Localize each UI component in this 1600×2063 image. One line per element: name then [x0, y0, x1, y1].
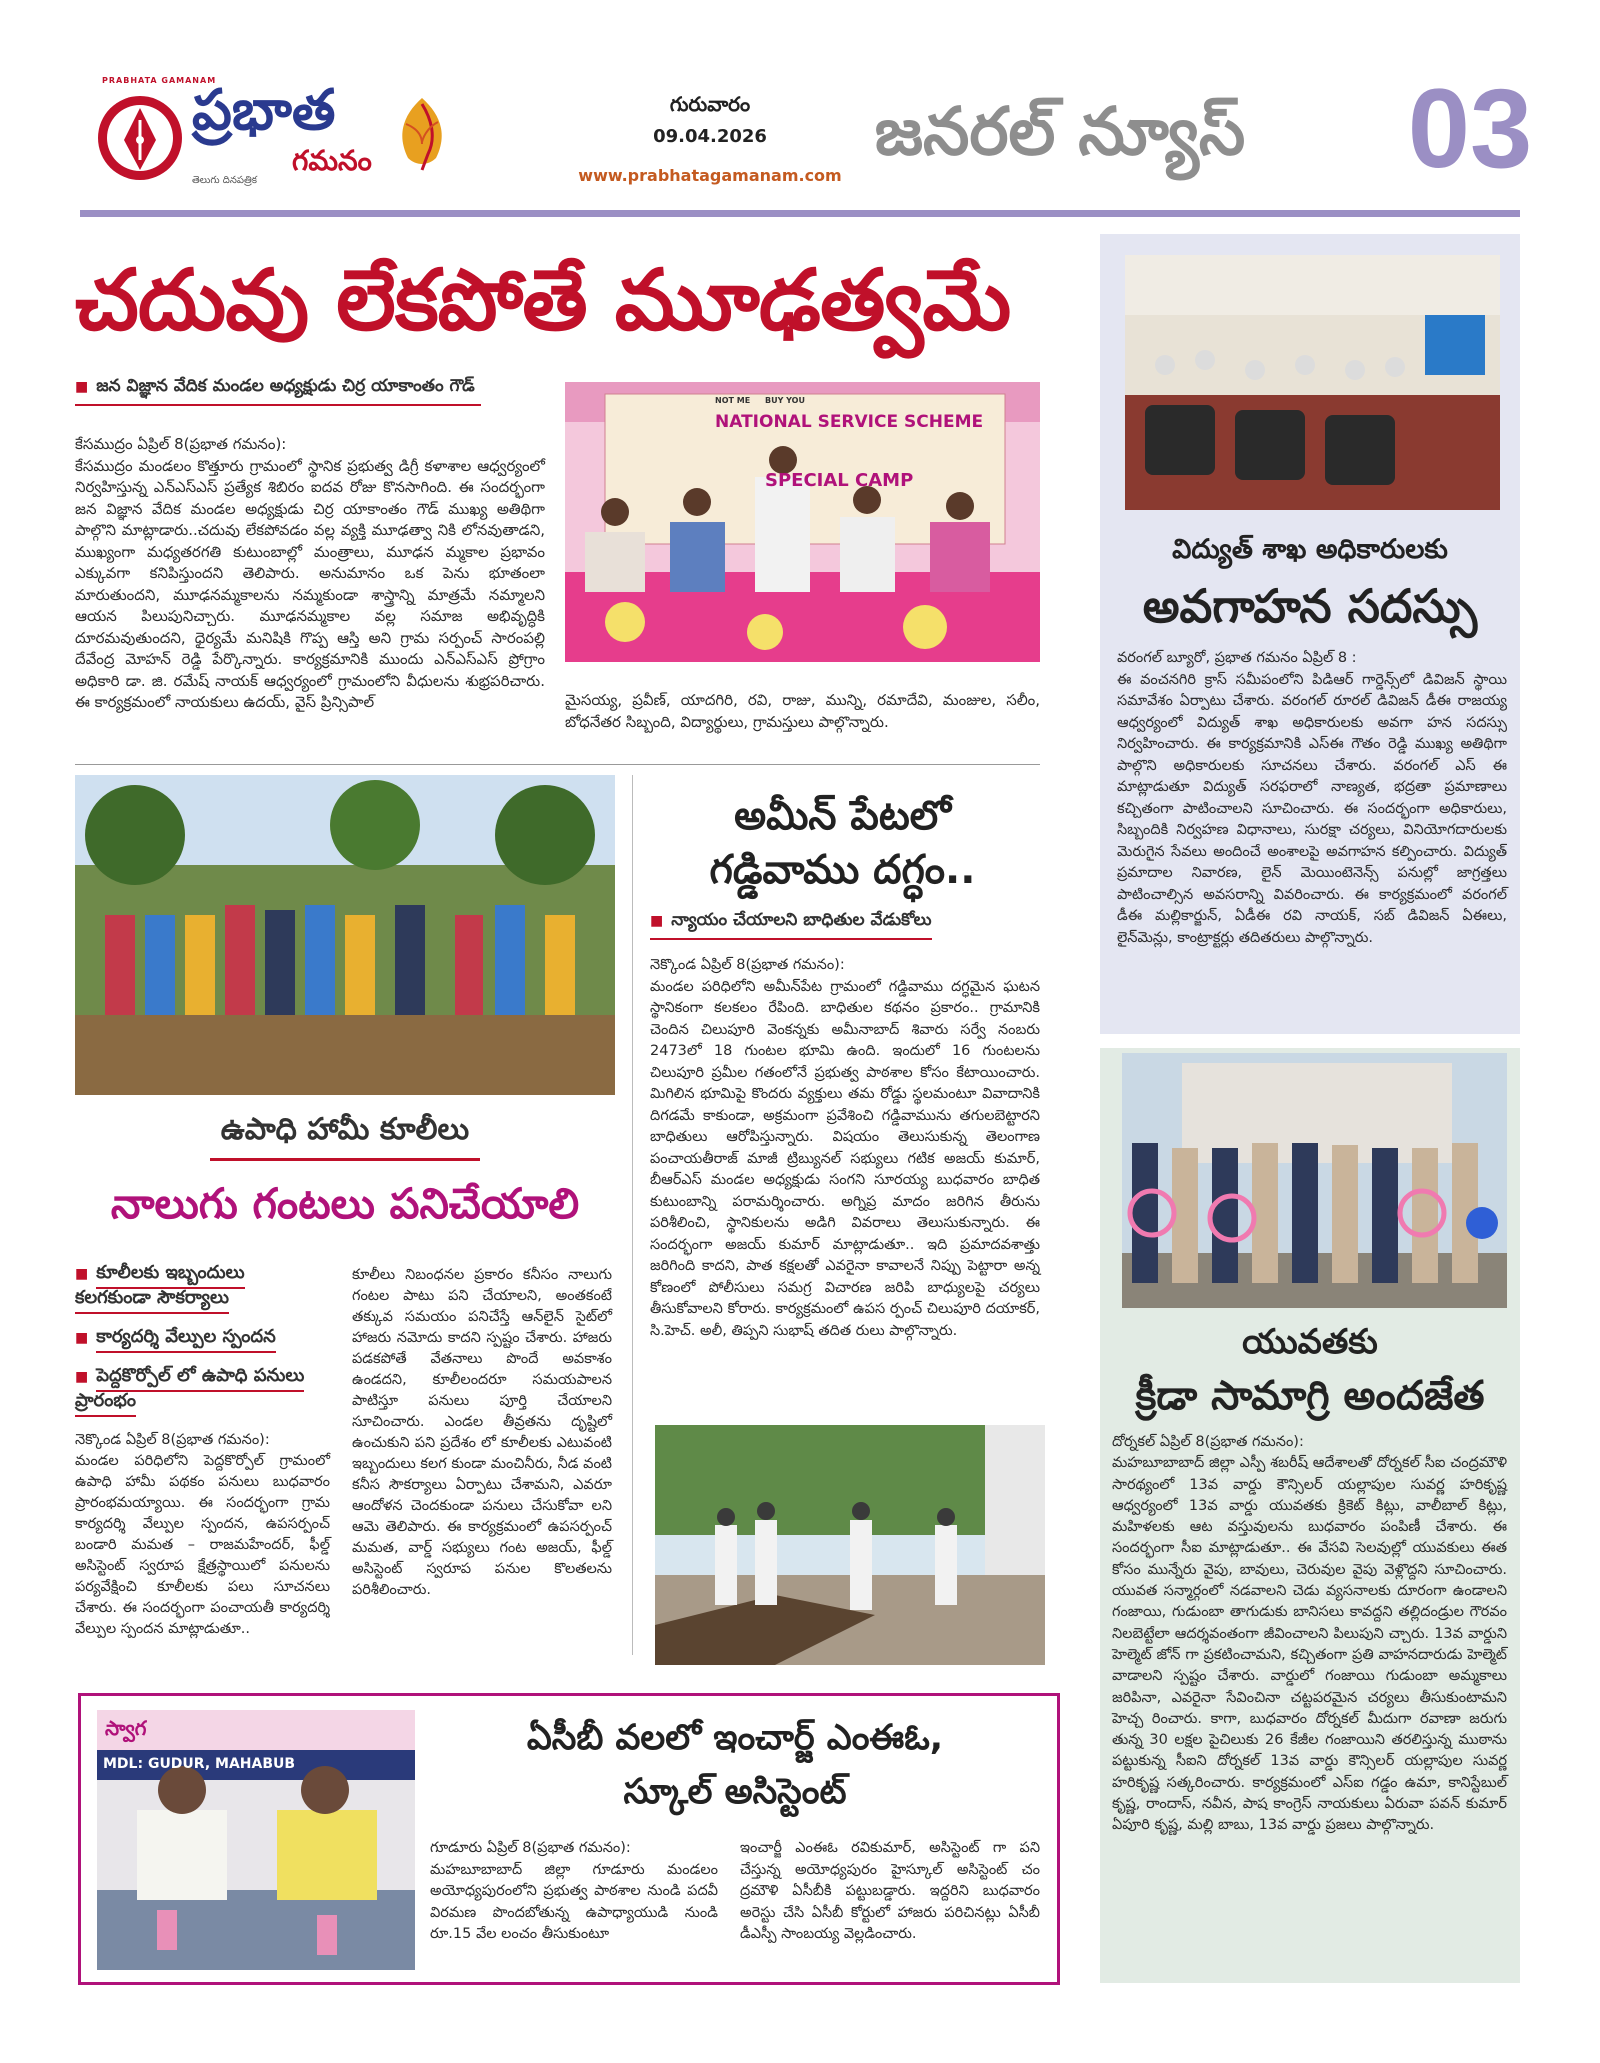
nrega-body-left: మండల పరిధిలోని పెద్దకొర్పోల్ గ్రామంలో ఉపాధి హామీ పథకం పనులు బుధవారం ప్రారంభమయ్యాయి. ఈ సందర్భంగా గ్రామ కార్యదర్శి వేల్పుల స్పందన, ఉపసర్పంచ్ బండారి మమత – రాజమహేందర్, ఫీల్డ్ అసిస్టెంట్ స్వరూప క్షేత్రస్థాయిలో పనులను పర్యవేక్షించి కూలీలకు పలు సూచనలు చేశారు. ఈ సందర్భంగా పంచాయతీ కార్యదర్శి వేల్పుల స్పందన మాట్లాడుతూ.. [75, 1453, 330, 1637]
main-story-text [75, 434, 545, 714]
brand-logo[interactable] [92, 76, 472, 192]
main-headline: చదువు లేకపోతే మూఢత్వమే [75, 251, 1011, 349]
brand-tagline: తెలుగు దినపత్రిక [192, 175, 258, 186]
website-link[interactable]: www.prabhatagamanam.com [578, 166, 842, 185]
bullet-square-icon: ■ [75, 1369, 89, 1385]
nss-camp-photo [565, 382, 1040, 662]
electricity-headline-1: విద్యుత్ శాఖ అధికారులకు [1172, 534, 1448, 565]
amin-subhead-text: న్యాయం చేయాలని బాధితుల వేడుకోలు [671, 910, 932, 930]
acb-officials-photo [97, 1710, 415, 1970]
issue-date: 09.04.2026 [653, 126, 767, 147]
nrega-text-right: కూలీలు నిబంధనల ప్రకారం కనీసం నాలుగు గంటల పాటు పని చేయాలని, అంతకంటే తక్కువ సమయం పనిచేస్తే ఆన్‌లైన్ సైట్‌లో హాజరు నమోదు కాదని స్పష్టం చేశారు. హాజరు పడకపోతే వేతనాలు పొందే అవకాశం ఉండదని, కూలీలందరూ సమయపాలన పాటిస్తూ పనులు పూర్తి చేయాలని సూచించారు. ఎండల తీవ్రతను దృష్టిలో ఉంచుకుని పని ప్రదేశం లో కూలీలకు ఎటువంటి ఇబ్బందులు కలగ కుండా మంచినీరు, నీడ వంటి కనీస సౌకర్యాలు ఏర్పాటు చేశామని, ఎవరూ ఆందోళన చెందకుండా పనులు చేసుకోవా లని ఆమె తెలిపారు. ఈ కార్యక్రమంలో ఉపసర్పంచ్ మమత, వార్డ్ సభ్యులు గంట అజయ్, ఫీల్డ్ అసిస్టెంట్ స్వరూప పనుల కొలతలను పరిశీలించారు. [352, 1267, 612, 1598]
main-dateline: కేసముద్రం ఏప్రిల్ 8(ప్రభాత గమనం): [75, 435, 287, 453]
youth-headline-2: క్రీడా సామాగ్రి అందజేత [1135, 1373, 1485, 1419]
nrega-workers-photo [75, 775, 615, 1095]
nrega-bullet-1 [75, 1262, 315, 1312]
nss-banner-subtitle: SPECIAL CAMP [765, 470, 914, 491]
nss-banner-small-2: BUY YOU [765, 396, 805, 405]
acb-banner-sub: MDL: GUDUR, MAHABUB [103, 1756, 296, 1772]
youth-body: మహబూబాబాద్ జిల్లా ఎస్పీ శబరీష్ ఆదేశాలతో దోర్నకల్ సీఐ చంద్రమౌళి సారథ్యంలో 13వ వార్డు కౌన్సిలర్ యల్లాపుల సువర్ణ హరికృష్ణ ఆధ్వర్యంలో 13వ వార్డు యువతకు క్రికెట్ కిట్లు, వాలీబాల్ కిట్లు, మహిళలకు ఆట వస్తువులను బుధవారం పంపిణీ చేశారు. ఈ సందర్భంగా సీఐ మాట్లాడుతూ.. ఈ వేసవి సెలవుల్లో యువకులు ఈత కోసం మున్నేరు వైపు, బావులు, చెరువుల వైపు వెళ్లొద్దని సూచించారు. యువత సన్మార్గంలో నడవాలని చెడు వ్యసనాలకు దూరంగా ఉండాలని గంజాయి, గుడుంబా తాగుడుకు బానిసలు కావద్దని తల్లిదండ్రుల గౌరవం నిలబెట్టేలా ఆదర్శవంతంగా జీవించాలని పిలుపుని చ్చారు. 13వ వార్డుని హెల్మెట్ జోన్ గా ప్రకటించామని, కచ్చితంగా ప్రతి వాహనదారుడు హెల్మెట్ వాడాలని స్పష్టం చేశారు. వార్డులో గంజాయి గుడుంబా అమ్మకాలు జరిపినా, ఎవరైనా సేవించినా చట్టపరమైన చర్యలు తీసుకుంటామని హెచ్చ రించారు. కాగా, బుధవారం దోర్నకల్ మీదుగా రవాణా జరుగు తున్న 30 లక్షల పైచిలుకు 26 కేజీల గంజాయిని తరలిస్తున్న ముఠాను పట్టుకున్న సీఐని దోర్నకల్ 13వ వార్డు కౌన్సిలర్ యల్లాపుల సువర్ణ హరికృష్ణ సత్కరించారు. కార్యక్రమంలో ఎస్ఐ గడ్డం ఉమా, కానిస్టేబుల్ కృష్ణ, రాందాస్, నవీన, పాష కాంగ్రెస్ నాయకులు ఏరువా పవన్ కుమార్ ఏపూరి కృష్ణ, మల్లి బాబు, 13వ వార్డు ప్రజలు పాల్గొన్నారు. [1112, 1455, 1507, 1834]
nrega-bullet-1-text: కూలీలకు ఇబ్బందులు కలగకుండా సౌకర్యాలు [75, 1262, 245, 1314]
amin-subhead [650, 910, 1040, 940]
bullet-square-icon: ■ [650, 913, 664, 929]
amin-headline-2: గడ్డివాము దగ్ధం.. [709, 847, 976, 893]
nrega-headline: నాలుగు గంటలు పనిచేయాలి [110, 1179, 580, 1228]
nrega-bullet-3-text: పెద్దకొర్పోల్ లో ఉపాధి పనులు ప్రారంభం [75, 1365, 304, 1417]
main-story-divider [75, 764, 1040, 765]
acb-dateline: గూడూరు ఏప్రిల్ 8(ప్రభాత గమనం): [430, 1840, 631, 1856]
nrega-kicker: ఉపాధి హామీ కూలీలు [220, 1112, 470, 1147]
main-body: కేసముద్రం మండలం కొత్తూరు గ్రామంలో స్థానిక ప్రభుత్వ డిగ్రీ కళాశాల ఆధ్వర్యంలో నిర్వహిస్తున్న ఎన్ఎస్ఎస్ ప్రత్యేక శిబిరం ఐదవ రోజు కొనసాగింది. ఈ సందర్భంగా జన విజ్ఞాన వేదిక మండల అధ్యక్షుడు చిర్ర యాకాంతం గౌడ్ ముఖ్య అతిథిగా పాల్గొని మాట్లాడారు..చదువు లేకపోవడం వల్ల వ్యక్తి మూఢత్వా నికి లోనవుతాడని, ముఖ్యంగా మధ్యతరగతి కుటుంబాల్లో మంత్రాలు, మూఢన మ్మకాల ప్రభావం ఎక్కువగా కనిపిస్తుందని తెలిపారు. అనుమానం ఒక పెను భూతంలా మారుతుందని, మూఢనమ్మకాలను నమ్మకుండా శాస్త్రాన్ని మాత్రమే నమ్మాలని ఆయన పిలుపునిచ్చారు. మూఢనమ్మకాల వల్ల సమాజ అభివృద్ధికి దూరమవుతుందని, ధైర్యమే మనిషికి గొప్ప ఆస్తి అని గ్రామ సర్పంచ్ సారంపల్లి దేవేంద్ర మోహన్ రెడ్డి పేర్కొన్నారు. కార్యక్రమానికి ముందు ఎన్ఎస్ఎస్ ప్రోగ్రాం అధికారి డా. జి. రమేష్ నాయక్ ఆధ్వర్యంలో గ్రామంలోని వీధులను శుభ్రపరిచారు. ఈ కార్యక్రమంలో నాయకులు ఉదయ్, వైస్ ప్రిన్సిపాల్ [75, 456, 545, 711]
nrega-bullets [75, 1262, 315, 1415]
amin-headline-1: అమీన్ పేటలో [734, 793, 951, 839]
nrega-kicker-underline [210, 1158, 480, 1161]
nrega-bullet-2 [75, 1326, 315, 1351]
acb-body-left: మహబూబాబాద్ జిల్లా గూడూరు మండలం అయోధ్యపురంలోని ప్రభుత్వ పాఠశాల నుండి పదవీ విరమణ పొందబోతున్న ఉపాధ్యాయుడి నుండి రూ.15 వేల లంచం తీసుకుంటూ [430, 1861, 718, 1942]
main-subhead [75, 376, 535, 406]
masthead [0, 0, 1600, 220]
amin-dateline: నెక్కొండ ఏప్రిల్ 8(ప్రభాత గమనం): [650, 957, 845, 973]
bullet-square-icon: ■ [75, 379, 89, 395]
electricity-body: ఈ వంచనగిరి క్రాస్ సమీపంలోని పిడిఆర్ గార్డెన్స్‌లో డివిజన్ స్థాయి సమావేశం ఏర్పాటు చేశారు. వరంగల్ రూరల్ డివిజన్ డీఈ రాజయ్య ఆధ్వర్యంలో విద్యుత్ శాఖ అధికారులకు అవగా హన సదస్సు నిర్వహించారు. ఈ కార్యక్రమానికి ఎస్ఈ గౌతం రెడ్డి ముఖ్య అతిథిగా పాల్గొని అధికారులకు సూచనలు చేశారు. వరంగల్ ఎస్ ఈ మాట్లాడుతూ విద్యుత్ సరఫరాలో నాణ్యత, భద్రతా ప్రమాణాలు కచ్చితంగా పాటించాలని సూచించారు. ఈ సందర్భంగా అధికారులు, సిబ్బందికి నిర్వహణ విధానాలు, సురక్షా చర్యలు, వినియోగదారులకు మెరుగైన సేవలు అందించే అంశాలపై అవగాహన కల్పించారు. విద్యుత్ ప్రమాదాల నివారణ, లైన్ మెయింటెనెన్స్ పనుల్లో జాగ్రత్తలు పాటించాల్సిన అవసరాన్ని వివరించారు. ఈ కార్యక్రమంలో వరంగల్ డీఈ మల్లికార్జున్, ఏడీఈ రవి నాయక్, సబ్ డివిజన్ ఏఈలు, లైన్‌మెన్లు, కాంట్రాక్టర్లు తదితరులు పాల్గొన్నారు. [1117, 671, 1507, 946]
nrega-bullet-3 [75, 1365, 315, 1415]
amin-site-photo [655, 1425, 1045, 1665]
brand-main: ప్రభాత [192, 78, 336, 143]
amin-story-text [650, 955, 1040, 1342]
acb-text-right: ఇంచార్జీ ఎంఈఓ రవికుమార్, అసిస్టెంట్ గా పని చేస్తున్న అయోధ్యపురం హైస్కూల్ అసిస్టెంట్ చం ద్రమౌళి ఏసీబీకి పట్టుబడ్డారు. ఇద్దరిని బుధవారం అరెస్టు చేసి ఏసీబీ కోర్టులో హాజరు పరిచినట్లు ఏసీబీ డీఎస్పీ సాంబయ్య వెల్లడించారు. [740, 1840, 1040, 1942]
electricity-story-text [1117, 648, 1507, 949]
acb-headline-2: స్కూల్ అసిస్టెంట్ [623, 1772, 847, 1812]
page-number: 03 [1407, 66, 1533, 191]
acb-text-left [430, 1838, 718, 1946]
main-subhead-text: జన విజ్ఞాన వేదిక మండల అధ్యక్షుడు చిర్ర యాకాంతం గౌడ్ [96, 376, 475, 396]
youth-dateline: దోర్నకల్ ఏప్రిల్ 8(ప్రభాత గమనం): [1112, 1434, 1304, 1450]
electricity-meeting-photo [1125, 255, 1500, 510]
electricity-dateline: వరంగల్ బ్యూరో, ప్రభాత గమనం ఏప్రిల్ 8 : [1117, 650, 1357, 666]
bullet-square-icon: ■ [75, 1266, 89, 1282]
pen-nib-logo-icon [92, 90, 188, 186]
acb-headline-1: ఏసీబీ వలలో ఇంచార్జ్ ఎంఈఓ, [526, 1718, 944, 1758]
nrega-text-left [75, 1430, 330, 1640]
youth-headline-1: యువతకు [1242, 1322, 1378, 1362]
brand-sub: గమనం [292, 144, 372, 177]
autumn-leaf-icon [392, 94, 452, 174]
youth-sports-photo [1122, 1053, 1507, 1308]
amin-body: మండల పరిధిలోని అమీన్‌పేట గ్రామంలో గడ్డివాము దగ్ధమైన ఘటన స్థానికంగా కలకలం రేపింది. బాధితుల కథనం ప్రకారం.. గ్రామానికి చెందిన చిలుపూరి వెంకన్నకు అమీనాబాద్ శివారు సర్వే నంబరు 2473లో 18 గుంటల భూమి ఉంది. ఇందులో 16 గుంటలను చిలుపూరి ప్రమీల గతంలోనే ప్రభుత్వ పాఠశాల కోసం కేటాయించారు. మిగిలిన భూమిపై కొందరు వ్యక్తులు తమ రోడ్డు స్థలమంటూ వివాదానికి దిగడమే కాకుండా, అక్రమంగా ప్రవేశించి గడ్డివామును తగులబెట్టారని బాధితులు ఆరోపిస్తున్నారు. విషయం తెలుసుకున్న తెలంగాణ పంచాయతీరాజ్ మాజీ ట్రిబ్యునల్ సభ్యులు గటిక అజయ్ కుమార్, బీఆర్ఎస్ మండల అధ్యక్షుడు సంగని సూరయ్య బుధవారం బాధిత కుటుంబాన్ని పరామర్శించారు. అగ్నిప్ర మాదం జరిగిన తీరును పరిశీలించి, స్థానికులను అడిగి వివరాలు తెలుసుకున్నారు. ఈ సందర్భంగా అజయ్ కుమార్ మాట్లాడుతూ.. ఇది ప్రమాదవశాత్తు జరిగింది కాదని, పాత కక్షలతో ఎవరైనా కావాలనే నిప్పు పెట్టారా అన్న కోణంలో పోలీసులు సమగ్ర విచారణ జరిపి బాధ్యులపై చర్యలు తీసుకోవాలని కోరారు. కార్యక్రమంలో ఉపస ర్పంచ్ చిలుపూరి దయాకర్, సి.హెచ్. అలీ, తిప్పని సుభాష్ తదిత రులు పాల్గొన్నారు. [650, 978, 1040, 1339]
masthead-divider [80, 210, 1520, 217]
nrega-bullet-2-text: కార్యదర్శి వేల్పుల స్పందన [96, 1326, 276, 1353]
youth-story-text [1112, 1432, 1507, 1837]
electricity-headline-2: అవగాహన సదస్సు [1142, 579, 1478, 633]
acb-banner-text: స్వాగ [105, 1716, 147, 1740]
nss-banner-small-1: NOT ME [715, 396, 751, 405]
brand-arc-text: PRABHATA GAMANAM [102, 76, 217, 85]
bullet-square-icon: ■ [75, 1330, 89, 1346]
main-continuation: మైసయ్య, ప్రవీణ్, యాదగిరి, రవి, రాజు, మున్ని, రమాదేవి, మంజుల, సలీం, బోధనేతర సిబ్బంది, విద్యార్థులు, గ్రామస్తులు పాల్గొన్నారు. [565, 691, 1040, 731]
section-title: జనరల్ న్యూస్ [874, 93, 1246, 170]
nrega-dateline: నెక్కొండ ఏప్రిల్ 8(ప్రభాత గమనం): [75, 1432, 270, 1448]
nss-banner-title: NATIONAL SERVICE SCHEME [715, 412, 984, 432]
issue-day: గురువారం [669, 92, 751, 116]
column-divider [632, 775, 633, 1655]
